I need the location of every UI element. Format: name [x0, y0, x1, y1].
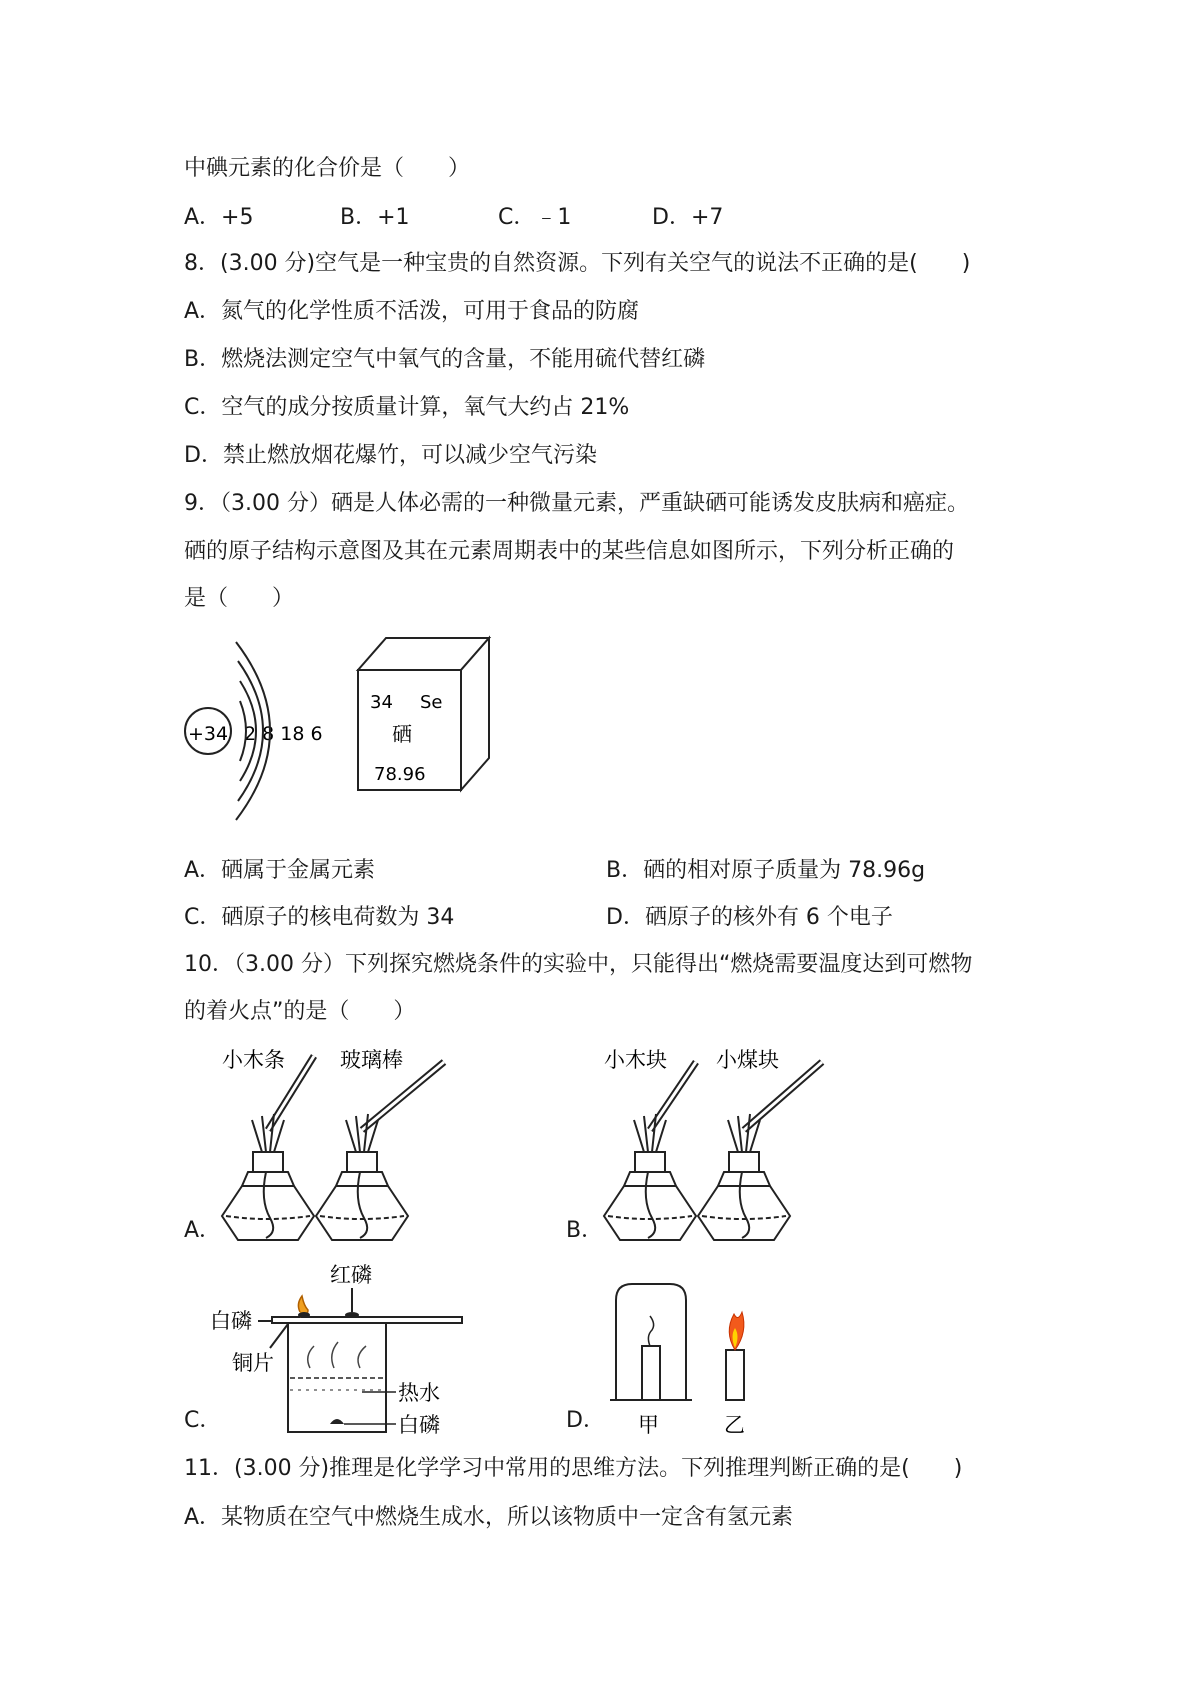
q7-option-a: A．+5	[184, 205, 254, 230]
lamp-right	[698, 1114, 790, 1240]
q10-stem-line-1: 10．（3.00 分）下列探究燃烧条件的实验中，只能得出“燃烧需要温度达到可燃物	[184, 952, 973, 977]
label-copper-sheet: 铜片	[232, 1351, 274, 1375]
nucleus-charge: +34	[187, 723, 229, 745]
q8-stem: 8．(3.00 分)空气是一种宝贵的自然资源。下列有关空气的说法不正确的是( )	[184, 251, 971, 276]
figure-c-phosphorus-beaker	[210, 1260, 470, 1440]
candle-yi	[726, 1350, 744, 1400]
figure-d-candles	[600, 1270, 780, 1440]
label-white-phosphorus-top: 白磷	[210, 1309, 252, 1333]
q10-option-b-letter: B．	[566, 1218, 604, 1243]
q9-stem-line-2: 硒的原子结构示意图及其在元素周期表中的某些信息如图所示，下列分析正确的	[184, 539, 955, 564]
element-name: 硒	[392, 722, 412, 746]
q11-option-a: A．某物质在空气中燃烧生成水，所以该物质中一定含有氢元素	[184, 1505, 794, 1530]
flame-icon	[729, 1312, 744, 1350]
q7-option-b: B．+1	[340, 205, 410, 230]
q11-stem: 11．(3.00 分)推理是化学学习中常用的思维方法。下列推理判断正确的是( )	[184, 1456, 963, 1481]
q10-option-a-letter: A．	[184, 1218, 222, 1243]
atomic-number: 34	[370, 692, 393, 713]
copper-sheet	[272, 1317, 462, 1323]
label-red-phosphorus: 红磷	[330, 1263, 372, 1287]
q9-option-b: B．硒的相对原子质量为 78.96g	[606, 858, 926, 883]
label-jia: 甲	[638, 1413, 659, 1437]
candle-jia	[642, 1346, 660, 1400]
label-hot-water: 热水	[398, 1381, 440, 1405]
q9-stem-line-3: 是（ ）	[184, 586, 295, 611]
electron-shells: 2 8 18 6	[244, 723, 323, 745]
q10-stem-line-2: 的着火点”的是（ ）	[184, 999, 416, 1024]
label-glass-rod: 玻璃棒	[340, 1048, 403, 1072]
element-symbol: Se	[420, 692, 443, 713]
q10-option-d-letter: D．	[566, 1408, 605, 1433]
figure-b-alcohol-lamps	[600, 1040, 850, 1245]
q9-option-c: C．硒原子的核电荷数为 34	[184, 905, 455, 930]
label-coal-block: 小煤块	[716, 1048, 779, 1072]
q7-stem-tail: 中碘元素的化合价是（ ）	[184, 156, 471, 181]
q8-option-c: C．空气的成分按质量计算，氧气大约占 21%	[184, 395, 630, 420]
figure-a-alcohol-lamps	[218, 1040, 468, 1245]
q8-option-d: D．禁止燃放烟花爆竹，可以减少空气污染	[184, 443, 597, 468]
q9-stem-line-1: 9．（3.00 分）硒是人体必需的一种微量元素，严重缺硒可能诱发皮肤病和癌症。	[184, 491, 969, 516]
lamp-left	[222, 1114, 314, 1240]
selenium-figure	[180, 630, 500, 830]
q9-option-a: A．硒属于金属元素	[184, 858, 376, 883]
label-white-phosphorus-bottom: 白磷	[398, 1413, 440, 1437]
lamp-right	[316, 1114, 408, 1240]
q9-option-d: D．硒原子的核外有 6 个电子	[606, 905, 893, 930]
atomic-mass: 78.96	[374, 764, 426, 785]
label-wood-block: 小木块	[604, 1048, 667, 1072]
q7-option-d: D．+7	[652, 205, 724, 230]
q10-option-c-letter: C．	[184, 1408, 222, 1433]
label-wood-stick: 小木条	[222, 1048, 285, 1072]
q7-option-c: C．﹣1	[498, 205, 572, 230]
periodic-table-cell	[358, 638, 489, 790]
label-yi: 乙	[724, 1413, 745, 1437]
shell-arc-1	[240, 701, 246, 761]
q8-option-a: A．氮气的化学性质不活泼，可用于食品的防腐	[184, 299, 640, 324]
q8-option-b: B．燃烧法测定空气中氧气的含量，不能用硫代替红磷	[184, 347, 706, 372]
lamp-left	[604, 1114, 696, 1240]
